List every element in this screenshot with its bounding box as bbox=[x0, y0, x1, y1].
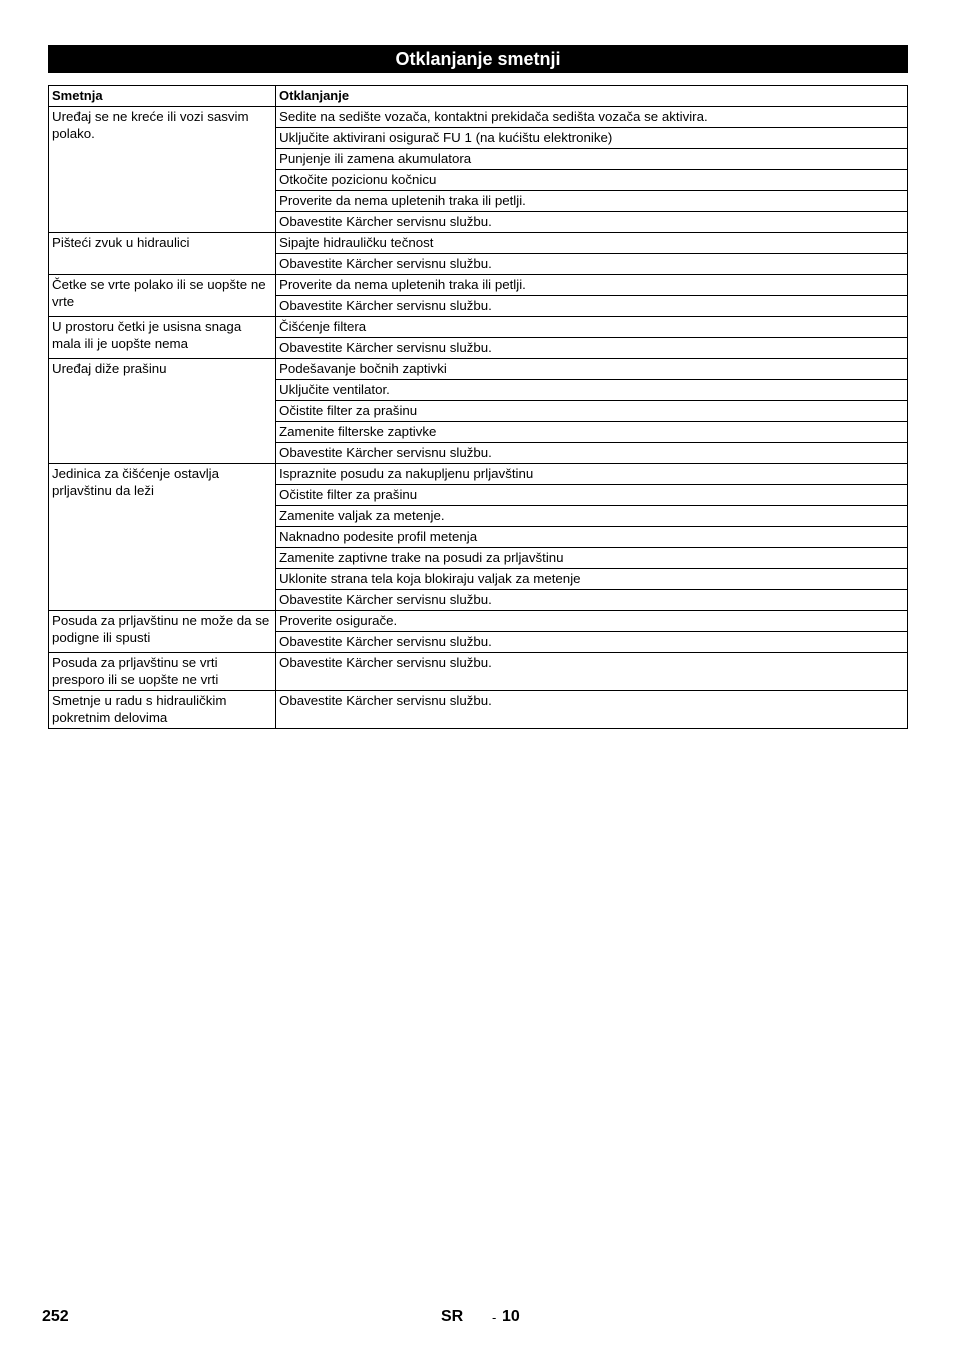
fault-cell: Uređaj diže prašinu bbox=[49, 359, 276, 464]
table-body bbox=[49, 107, 908, 729]
table-row bbox=[49, 611, 908, 632]
remedy-cell: Obavestite Kärcher servisnu službu. bbox=[276, 443, 908, 464]
footer-separator: - bbox=[492, 1310, 497, 1325]
fault-cell: U prostoru četki je usisna snaga mala ili je uopšte nema bbox=[49, 317, 276, 359]
fault-cell: Posuda za prljavštinu se vrti presporo ili se uopšte ne vrti bbox=[49, 653, 276, 691]
table-row bbox=[49, 359, 908, 380]
remedy-cell: Zamenite filterske zaptivke bbox=[276, 422, 908, 443]
remedy-cell: Uklonite strana tela koja blokiraju valjak za metenje bbox=[276, 569, 908, 590]
page-title: Otklanjanje smetnji bbox=[48, 45, 908, 73]
remedy-cell: Obavestite Kärcher servisnu službu. bbox=[276, 691, 908, 729]
remedy-cell: Otkočite pozicionu kočnicu bbox=[276, 170, 908, 191]
remedy-cell: Obavestite Kärcher servisnu službu. bbox=[276, 296, 908, 317]
troubleshooting-table bbox=[48, 85, 908, 729]
fault-cell: Posuda za prljavštinu ne može da se podigne ili spusti bbox=[49, 611, 276, 653]
fault-cell: Četke se vrte polako ili se uopšte ne vrte bbox=[49, 275, 276, 317]
fault-cell: Pišteći zvuk u hidraulici bbox=[49, 233, 276, 275]
fault-cell: Smetnje u radu s hidrauličkim pokretnim delovima bbox=[49, 691, 276, 729]
remedy-cell: Obavestite Kärcher servisnu službu. bbox=[276, 590, 908, 611]
table-row bbox=[49, 317, 908, 338]
table-row bbox=[49, 653, 908, 691]
remedy-cell: Sipajte hidrauličku tečnost bbox=[276, 233, 908, 254]
remedy-cell: Obavestite Kärcher servisnu službu. bbox=[276, 338, 908, 359]
table-row bbox=[49, 107, 908, 128]
remedy-cell: Uključite ventilator. bbox=[276, 380, 908, 401]
page-number: 252 bbox=[42, 1308, 69, 1325]
fault-cell: Jedinica za čišćenje ostavlja prljavštinu da leži bbox=[49, 464, 276, 611]
table-row bbox=[49, 275, 908, 296]
remedy-cell: Punjenje ili zamena akumulatora bbox=[276, 149, 908, 170]
column-header-remedy: Otklanjanje bbox=[276, 86, 908, 107]
remedy-cell: Proverite da nema upletenih traka ili petlji. bbox=[276, 275, 908, 296]
table-row bbox=[49, 464, 908, 485]
language-code: SR bbox=[441, 1308, 464, 1325]
remedy-cell: Zamenite zaptivne trake na posudi za prljavštinu bbox=[276, 548, 908, 569]
section-page-number: 10 bbox=[502, 1308, 520, 1325]
remedy-cell: Naknadno podesite profil metenja bbox=[276, 527, 908, 548]
table-header-row bbox=[49, 86, 908, 107]
remedy-cell: Proverite osigurače. bbox=[276, 611, 908, 632]
table-row bbox=[49, 233, 908, 254]
column-header-fault: Smetnja bbox=[49, 86, 276, 107]
remedy-cell: Očistite filter za prašinu bbox=[276, 401, 908, 422]
table-row bbox=[49, 691, 908, 729]
remedy-cell: Obavestite Kärcher servisnu službu. bbox=[276, 653, 908, 691]
remedy-cell: Obavestite Kärcher servisnu službu. bbox=[276, 212, 908, 233]
fault-cell: Uređaj se ne kreće ili vozi sasvim polako. bbox=[49, 107, 276, 233]
remedy-cell: Očistite filter za prašinu bbox=[276, 485, 908, 506]
remedy-cell: Obavestite Kärcher servisnu službu. bbox=[276, 254, 908, 275]
remedy-cell: Proverite da nema upletenih traka ili petlji. bbox=[276, 191, 908, 212]
remedy-cell: Obavestite Kärcher servisnu službu. bbox=[276, 632, 908, 653]
remedy-cell: Zamenite valjak za metenje. bbox=[276, 506, 908, 527]
remedy-cell: Sedite na sedište vozača, kontaktni prekidača sedišta vozača se aktivira. bbox=[276, 107, 908, 128]
remedy-cell: Čišćenje filtera bbox=[276, 317, 908, 338]
remedy-cell: Uključite aktivirani osigurač FU 1 (na kućištu elektronike) bbox=[276, 128, 908, 149]
remedy-cell: Podešavanje bočnih zaptivki bbox=[276, 359, 908, 380]
remedy-cell: Ispraznite posudu za nakupljenu prljavštinu bbox=[276, 464, 908, 485]
